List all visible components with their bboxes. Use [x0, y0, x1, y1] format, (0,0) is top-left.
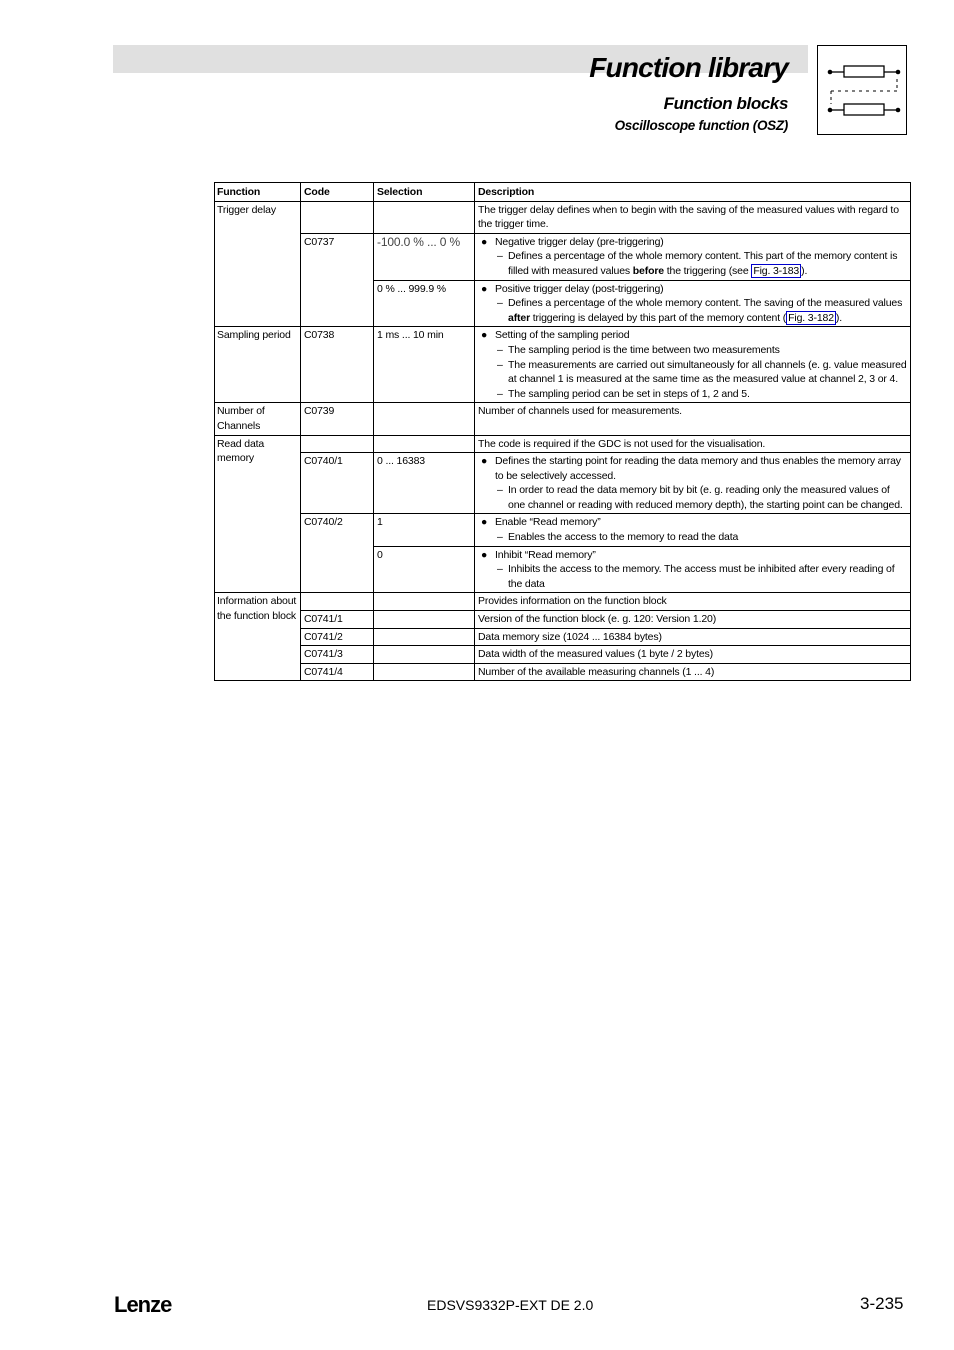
dash-item: – The sampling period can be set in steps of 1, 2 and 5. — [497, 387, 750, 400]
function-cell: Sampling period — [215, 327, 301, 403]
description-cell — [475, 514, 911, 546]
dash-icon: – — [497, 297, 503, 310]
code-cell: C0740/2 — [301, 514, 374, 593]
column-header-code: Code — [301, 183, 374, 202]
parameter-table — [214, 182, 911, 681]
table-row — [215, 663, 911, 681]
document-id: EDSVS9332P-EXT DE 2.0 — [427, 1297, 594, 1313]
dash-item: – Inhibits the access to the memory. The access must be inhibited after every reading of the data — [497, 563, 895, 590]
selection-cell-empty — [374, 646, 475, 664]
selection-value: -100.0 % ... 0 % — [377, 234, 460, 249]
selection-cell: 0 ... 16383 — [374, 453, 475, 514]
dash-item: – Defines a percentage of the whole memory content. The saving of the measured values after triggering is delayed by this part of the memory content ( Fig. 3-182 ). — [497, 297, 903, 324]
code-cell: C0741/4 — [301, 663, 374, 681]
table-row — [215, 611, 911, 629]
selection-cell: 1 — [374, 514, 475, 546]
function-cell: Read data memory — [215, 435, 301, 593]
code-cell-empty — [301, 201, 374, 233]
bullet-icon: ● — [481, 548, 488, 561]
code-cell-empty — [301, 435, 374, 453]
code-cell-empty — [301, 593, 374, 611]
bullet-icon: ● — [481, 329, 488, 342]
bullet-item: ● Enable “Read memory” — [481, 516, 601, 529]
description-cell — [475, 453, 911, 514]
description-cell — [475, 546, 911, 593]
dash-item: – In order to read the data memory bit by bit (e. g. reading only the measured values of one channel or reading with reduced memory depth), the starting point can be changed. — [497, 484, 903, 511]
function-cell: Trigger delay — [215, 201, 301, 327]
selection-cell-empty — [374, 201, 475, 233]
description-cell — [475, 280, 911, 327]
description-cell: The trigger delay defines when to begin with the saving of the measured values with regard to the trigger time. — [475, 201, 911, 233]
code-cell: C0741/2 — [301, 628, 374, 646]
description-cell — [475, 327, 911, 403]
page-number: 3-235 — [860, 1294, 904, 1313]
bullet-item: ● Defines the starting point for reading the data memory and thus enables the memory array to be selectively accessed. — [481, 455, 901, 482]
dash-icon: – — [497, 343, 503, 356]
function-cell: Information about the function block — [215, 593, 301, 681]
bullet-item: ● Positive trigger delay (post-triggering) — [481, 282, 664, 295]
bullet-icon: ● — [481, 516, 488, 529]
code-cell: C0737 — [301, 233, 374, 327]
function-block-icon — [817, 45, 907, 135]
description-cell: Number of the available measuring channels (1 ... 4) — [475, 663, 911, 681]
table-row — [215, 453, 911, 514]
table-header-row — [215, 183, 911, 202]
figure-link[interactable]: Fig. 3-182 — [788, 311, 834, 324]
bullet-item: ● Setting of the sampling period — [481, 329, 630, 342]
selection-cell-empty — [374, 593, 475, 611]
bullet-item: ● Negative trigger delay (pre-triggering) — [481, 235, 664, 248]
table-row — [215, 628, 911, 646]
selection-cell-empty — [374, 663, 475, 681]
table-row — [215, 435, 911, 453]
bullet-icon: ● — [481, 282, 488, 295]
dash-item: – Defines a percentage of the whole memory content. This part of the memory content is filled with measured values before the triggering (see Fig. 3-183 ). — [497, 250, 898, 277]
column-header-function: Function — [215, 183, 301, 202]
description-cell: Data width of the measured values (1 byte / 2 bytes) — [475, 646, 911, 664]
bullet-icon: ● — [481, 455, 488, 468]
description-cell: Version of the function block (e. g. 120: Version 1.20) — [475, 611, 911, 629]
section-title: Oscilloscope function (OSZ) — [614, 118, 788, 133]
dash-icon: – — [497, 484, 503, 497]
description-cell: The code is required if the GDC is not used for the visualisation. — [475, 435, 911, 453]
code-cell: C0741/3 — [301, 646, 374, 664]
figure-link[interactable]: Fig. 3-183 — [753, 264, 800, 277]
table-row — [215, 233, 911, 280]
table-row — [215, 201, 911, 233]
table-row — [215, 646, 911, 664]
table-row — [215, 327, 911, 403]
code-cell: C0738 — [301, 327, 374, 403]
dash-item: – The measurements are carried out simultaneously for all channels (e. g. value measured at channel 1 is measured at the same time as the measured value at channel 2, 3 or 4. — [497, 358, 907, 386]
page-subtitle: Function blocks — [663, 94, 788, 113]
column-header-selection: Selection — [374, 183, 475, 202]
code-cell: C0739 — [301, 403, 374, 435]
lenze-logo: Lenze — [114, 1292, 172, 1317]
table-row — [215, 593, 911, 611]
selection-cell-empty — [374, 628, 475, 646]
description-cell: Number of channels used for measurements. — [475, 403, 911, 435]
function-cell: Number of Channels — [215, 403, 301, 435]
dash-icon: – — [497, 358, 503, 371]
code-cell: C0740/1 — [301, 453, 374, 514]
dash-icon: – — [497, 250, 503, 263]
description-cell: Provides information on the function block — [475, 593, 911, 611]
description-cell — [475, 233, 911, 280]
table-row — [215, 403, 911, 435]
dash-icon: – — [497, 387, 503, 400]
selection-cell-empty — [374, 403, 475, 435]
code-cell: C0741/1 — [301, 611, 374, 629]
selection-cell — [374, 233, 475, 280]
description-cell: Data memory size (1024 ... 16384 bytes) — [475, 628, 911, 646]
table-row — [215, 514, 911, 546]
dash-item: – Enables the access to the memory to read the data — [497, 531, 739, 544]
selection-cell: 0 % ... 999.9 % — [374, 280, 475, 327]
selection-cell: 1 ms ... 10 min — [374, 327, 475, 403]
bullet-item: ● Inhibit “Read memory” — [481, 548, 596, 561]
selection-cell-empty — [374, 611, 475, 629]
selection-cell: 0 — [374, 546, 475, 593]
selection-cell-empty — [374, 435, 475, 453]
dash-icon: – — [497, 563, 503, 576]
column-header-description: Description — [475, 183, 911, 202]
dash-icon: – — [497, 531, 503, 544]
bullet-icon: ● — [481, 235, 488, 248]
dash-item: – The sampling period is the time between two measurements — [497, 343, 780, 356]
page-title: Function library — [589, 52, 788, 83]
